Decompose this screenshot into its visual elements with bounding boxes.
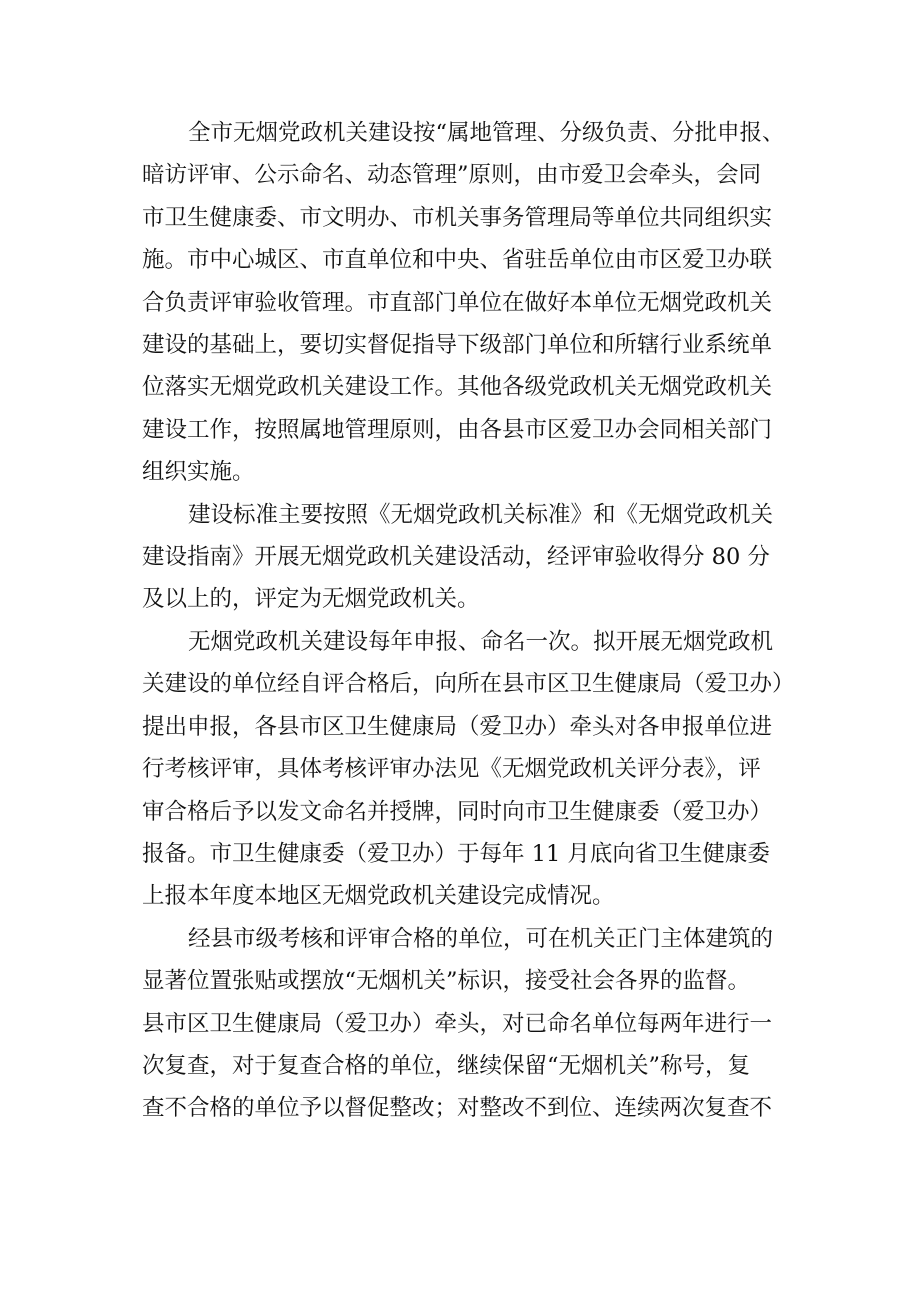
text-line: 查不合格的单位予以督促整改；对整改不到位、连续两次复查不 xyxy=(142,1095,773,1122)
text-line: 建设标准主要按照《无烟党政机关标准》和《无烟党政机关 xyxy=(188,501,774,528)
text-line: 经县市级考核和评审合格的单位，可在机关正门主体建筑的 xyxy=(188,925,774,952)
document-body xyxy=(142,112,802,1130)
text-line: 无烟党政机关建设每年申报、命名一次。拟开展无烟党政机 xyxy=(188,628,774,655)
paragraph xyxy=(142,494,802,621)
paragraph xyxy=(142,621,802,918)
text-line: 行考核评审，具体考核评审办法见《无烟党政机关评分表》，评 xyxy=(142,756,761,783)
text-line: 次复查，对于复查合格的单位，继续保留“无烟机关”称号，复 xyxy=(142,1052,751,1079)
paragraph xyxy=(142,918,802,1130)
text-line: 建设工作，按照属地管理原则，由各县市区爱卫办会同相关部门 xyxy=(142,416,773,443)
text-line: 建设指南》开展无烟党政机关建设活动，经评审验收得分 80 分 xyxy=(142,544,770,571)
text-line: 审合格后予以发文命名并授牌，同时向市卫生健康委（爱卫办） xyxy=(142,798,773,825)
text-line: 显著位置张贴或摆放“无烟机关”标识，接受社会各界的监督。 xyxy=(142,968,751,995)
text-line: 及以上的，评定为无烟党政机关。 xyxy=(142,586,480,613)
text-line: 报备。市卫生健康委（爱卫办）于每年 11 月底向省卫生健康委 xyxy=(142,840,770,867)
text-line: 上报本年度本地区无烟党政机关建设完成情况。 xyxy=(142,883,615,910)
text-line: 关建设的单位经自评合格后，向所在县市区卫生健康局（爱卫办） xyxy=(142,671,795,698)
text-line: 县市区卫生健康局（爱卫办）牵头，对已命名单位每两年进行一 xyxy=(142,1010,773,1037)
paragraph xyxy=(142,112,802,494)
text-line: 施。市中心城区、市直单位和中央、省驻岳单位由市区爱卫办联 xyxy=(142,247,773,274)
text-line: 位落实无烟党政机关建设工作。其他各级党政机关无烟党政机关 xyxy=(142,374,773,401)
text-line: 市卫生健康委、市文明办、市机关事务管理局等单位共同组织实 xyxy=(142,204,773,231)
text-line: 合负责评审验收管理。市直部门单位在做好本单位无烟党政机关 xyxy=(142,289,773,316)
text-line: 建设的基础上，要切实督促指导下级部门单位和所辖行业系统单 xyxy=(142,332,773,359)
text-line: 全市无烟党政机关建设按“属地管理、分级负责、分批申报、 xyxy=(188,120,785,146)
text-line: 提出申报，各县市区卫生健康局（爱卫办）牵头对各申报单位进 xyxy=(142,713,773,740)
text-line: 暗访评审、公示命名、动态管理”原则，由市爱卫会牵头，会同 xyxy=(142,162,762,189)
text-line: 组织实施。 xyxy=(142,459,255,486)
